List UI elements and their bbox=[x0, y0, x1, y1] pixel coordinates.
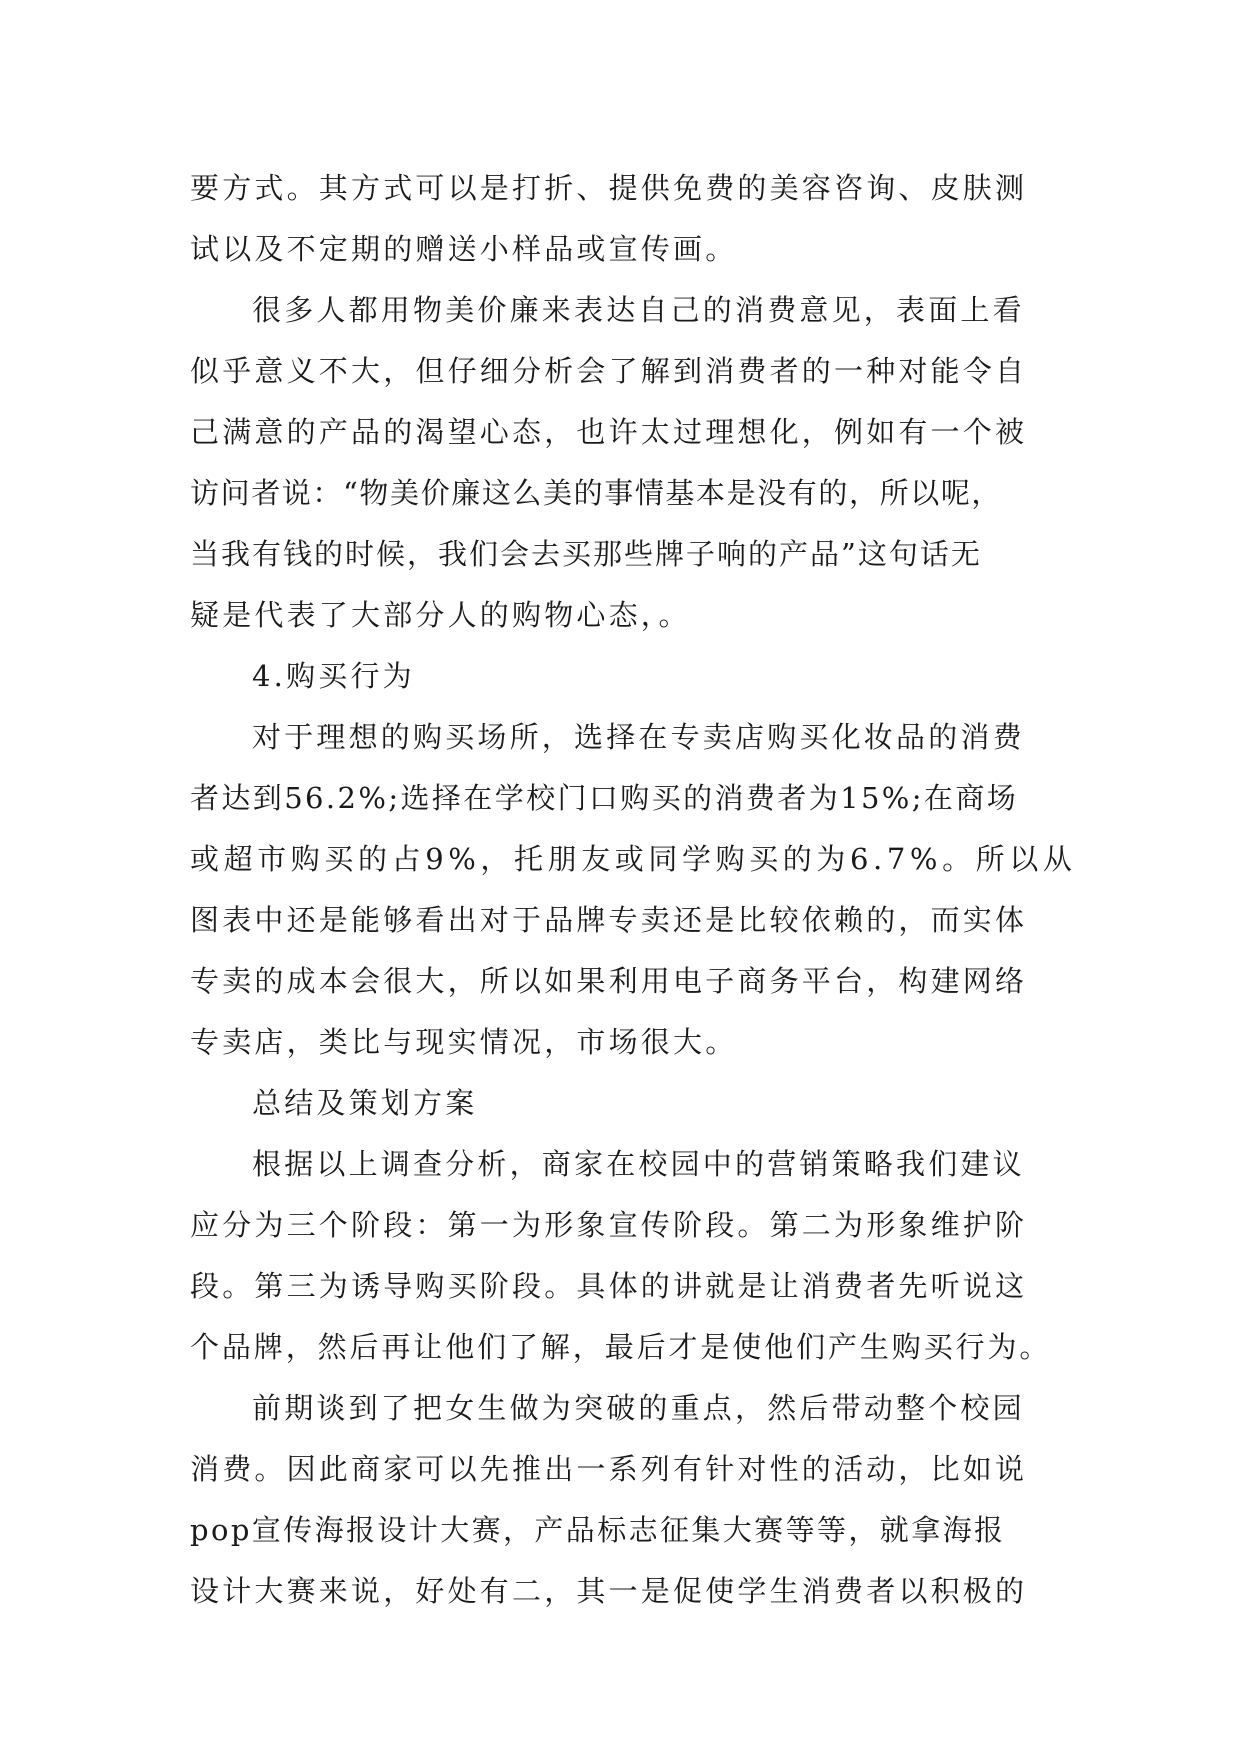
text-line: 应分为三个阶段：第一为形象宣传阶段。第二为形象维护阶 bbox=[190, 1208, 1028, 1242]
section-heading: 4.购买行为 bbox=[252, 659, 415, 693]
paragraph-start-line: 前期谈到了把女生做为突破的重点，然后带动整个校园 bbox=[252, 1391, 1025, 1425]
paragraph-start-line: 很多人都用物美价廉来表达自己的消费意见，表面上看 bbox=[252, 293, 1025, 327]
text-line: 图表中还是能够看出对于品牌专卖还是比较依赖的，而实体 bbox=[190, 903, 1028, 937]
paragraph-start-line: 对于理想的购买场所，选择在专卖店购买化妆品的消费 bbox=[252, 720, 1025, 754]
paragraph-start-line: 根据以上调查分析，商家在校园中的营销策略我们建议 bbox=[252, 1147, 1025, 1181]
text-line: 己满意的产品的渴望心态，也许太过理想化，例如有一个被 bbox=[190, 415, 1028, 449]
text-line: 访问者说：“物美价廉这么美的事情基本是没有的，所以呢， bbox=[190, 476, 1003, 510]
text-line: 似乎意义不大，但仔细分析会了解到消费者的一种对能令自 bbox=[190, 354, 1028, 388]
document-body bbox=[190, 158, 1077, 1622]
text-line: 当我有钱的时候，我们会去买那些牌子响的产品”这句话无 bbox=[190, 537, 982, 571]
text-line: 或超市购买的占9%，托朋友或同学购买的为6.7%。所以从 bbox=[190, 842, 1077, 876]
text-line: 段。第三为诱导购买阶段。具体的讲就是让消费者先听说这 bbox=[190, 1269, 1028, 1303]
text-line: 者达到56.2%;选择在学校门口购买的消费者为15%;在商场 bbox=[190, 781, 1019, 815]
text-line: 个品牌，然后再让他们了解，最后才是使他们产生购买行为。 bbox=[190, 1330, 1052, 1364]
text-line: 试以及不定期的赠送小样品或宣传画。 bbox=[190, 232, 738, 266]
section-heading: 总结及策划方案 bbox=[252, 1086, 478, 1120]
text-line: 专卖店，类比与现实情况，市场很大。 bbox=[190, 1025, 738, 1059]
text-line: 疑是代表了大部分人的购物心态，。 bbox=[190, 598, 691, 632]
text-line: 设计大赛来说，好处有二，其一是促使学生消费者以积极的 bbox=[190, 1574, 1028, 1608]
text-line: 消费。因此商家可以先推出一系列有针对性的活动，比如说 bbox=[190, 1452, 1028, 1486]
text-line: 专卖的成本会很大，所以如果利用电子商务平台，构建网络 bbox=[190, 964, 1028, 998]
text-line: pop宣传海报设计大赛，产品标志征集大赛等等，就拿海报 bbox=[190, 1513, 1006, 1547]
text-line: 要方式。其方式可以是打折、提供免费的美容咨询、皮肤测 bbox=[190, 171, 1028, 205]
